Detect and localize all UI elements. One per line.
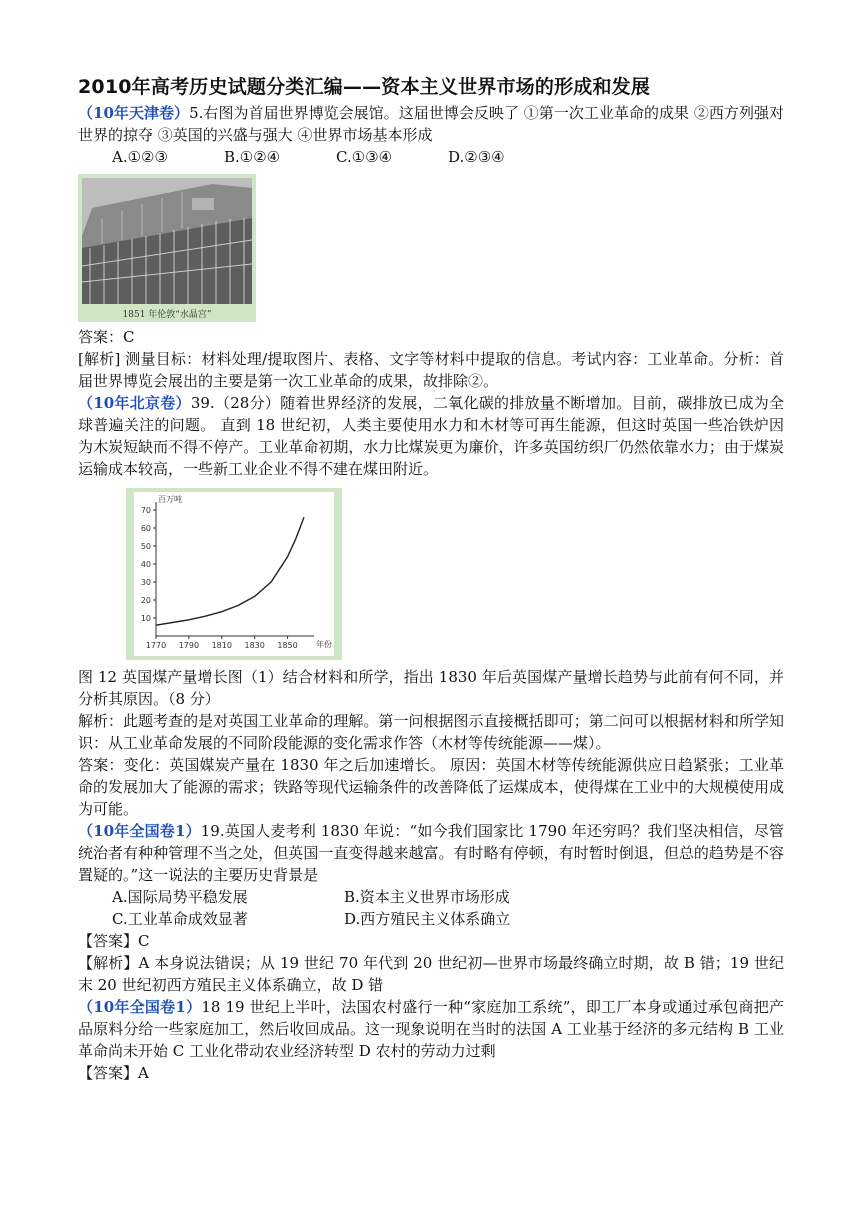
option-a: A.国际局势平稳发展 [112, 888, 248, 906]
option-c: C.①③④ [336, 148, 393, 166]
question-stem: 19.英国人麦考利 1830 年说：“如今我们国家比 1790 年还穷吗？我们坚决相信，尽管统治者有种种管理不当之处，但英国一直变得越来越富。有时略有停顿，有时暂时倒退，但总的趋势是不容置疑的。”这一说法的主要历史背景是 [78, 822, 785, 884]
analysis-3: 【解析】A 本身说法错误；从 19 世纪 70 年代到 20 世纪初—世界市场最终确立时期，故 B 错；19 世纪末 20 世纪初西方殖民主义体系确立，故 D 错 [78, 954, 784, 994]
option-b: B.①②④ [224, 148, 281, 166]
option-d: D.②③④ [448, 148, 505, 166]
crystal-palace-photo [78, 174, 256, 322]
photo-caption: 1851 年伦敦“水晶宫” [122, 310, 212, 320]
option-b: B.资本主义世界市场形成 [344, 888, 510, 906]
answer-3: 【答案】C [78, 932, 150, 950]
x-tick-label: 1810 [211, 641, 232, 650]
question-1 [78, 102, 784, 146]
y-tick-label: 30 [140, 578, 151, 587]
question-4 [78, 996, 784, 1062]
answer-1: 答案：C [78, 328, 135, 346]
x-tick-label: 1850 [277, 641, 298, 650]
question-3 [78, 820, 784, 886]
option-d: D.西方殖民主义体系确立 [344, 910, 511, 928]
options-row [78, 908, 784, 930]
photo-image [82, 178, 252, 304]
options-row [78, 886, 784, 908]
question-source: （10年全国卷1） [78, 998, 202, 1016]
question-stem: 39.（28分）随着世界经济的发展，二氧化碳的排放量不断增加。目前，碳排放已成为全球普遍关注的问题。 直到 18 世纪初，人类主要使用水力和木材等可再生能源，但这时英国一些冶铁炉因为木炭短缺而不得不停产。工业革命初期，水力比煤炭更为廉价，许多英国纺织厂仍然依靠水力；由于煤炭运输成本较高，一些新工业企业不得不建在煤田附近。 [78, 394, 784, 478]
y-axis-label: 百万吨 [158, 495, 182, 504]
y-tick-label: 40 [140, 560, 151, 569]
question-source: （10年全国卷1） [78, 822, 201, 840]
analysis-1: [解析] 测量目标：材料处理/提取图片、表格、文字等材料中提取的信息。考试内容：工业革命。分析：首届世界博览会展出的主要是第一次工业革命的成果，故排除②。 [78, 350, 784, 390]
chart-plot-area [134, 492, 334, 656]
options-row [78, 146, 784, 168]
question-stem: 5.右图为首届世界博览会展馆。这届世博会反映了 ①第一次工业革命的成果 ②西方列强对世界的掠夺 ③英国的兴盛与强大 ④世界市场基本形成 [78, 104, 785, 144]
question-source: （10年北京卷） [78, 394, 191, 412]
page-title: 2010年高考历史试题分类汇编——资本主义世界市场的形成和发展 [78, 76, 651, 98]
option-c: C.工业革命成效显著 [112, 910, 248, 928]
x-tick-label: 1830 [244, 641, 265, 650]
y-tick-label: 50 [140, 542, 151, 551]
x-tick-label: 1770 [145, 641, 167, 650]
coal-output-chart [126, 488, 342, 660]
x-tick-label: 1790 [178, 641, 200, 650]
question-source: （10年天津卷） [78, 104, 190, 122]
figure-12-text: 图 12 英国煤产量增长图（1）结合材料和所学，指出 1830 年后英国煤产量增长趋势与此前有何不同，并分析其原因。（8 分） [78, 668, 784, 708]
x-axis-label: 年份 [316, 640, 332, 649]
document [78, 72, 784, 1084]
y-tick-label: 20 [140, 596, 151, 605]
y-tick-label: 10 [140, 614, 151, 623]
answer-4: 【答案】A [78, 1064, 149, 1082]
answer-2: 答案：变化：英国媒炭产量在 1830 年之后加速增长。 原因：英国木材等传统能源供应日趋紧张；工业革命的发展加大了能源的需求；铁路等现代运输条件的改善降低了运煤成本，使得煤在工业中的大规模使用成为可能。 [78, 756, 784, 818]
question-2 [78, 392, 784, 480]
y-tick-label: 60 [140, 524, 151, 533]
y-tick-label: 70 [140, 506, 151, 515]
chart-svg [126, 488, 342, 660]
question-stem: 18 19 世纪上半叶，法国农村盛行一种“家庭加工系统”，即工厂本身或通过承包商把产品原料分给一些家庭加工，然后收回成品。这一现象说明在当时的法国 A 工业基于经济的多元结构 B 工业革命尚未开始 C 工业化带动农业经济转型 D 农村的劳动力过剩 [78, 998, 784, 1060]
option-a: A.①②③ [112, 148, 168, 166]
analysis-2: 解析：此题考查的是对英国工业革命的理解。第一问根据图示直接概括即可；第二问可以根据材料和所学知识：从工业革命发展的不同阶段能源的变化需求作答（木材等传统能源——煤）。 [78, 712, 784, 752]
